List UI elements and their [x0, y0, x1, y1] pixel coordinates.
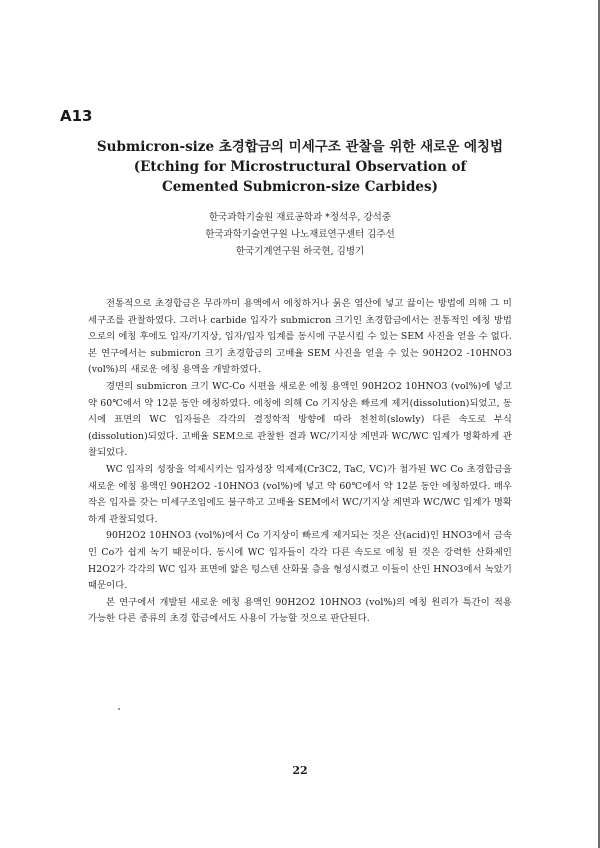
title-line-3: Cemented Submicron-size Carbides) — [161, 179, 439, 195]
paragraph-5: 본 연구에서 개발된 새로운 에칭 용액인 90H2O2 10HNO3 (vol%)의 에칭 원리가 특간이 적용 가능한 다른 종류의 초경 합금에서도 사용이 가능할 것으로 판단된다. — [88, 596, 512, 625]
title-line-1: Submicron-size 초경합금의 미세구조 관찰을 위한 새로운 에칭법 — [96, 139, 504, 155]
paragraph-4: 90H2O2 10HNO3 (vol%)에서 Co 기지상이 빠르게 제거되는 것은 산(acid)인 HNO3에서 금속인 Co가 쉽게 녹기 때문이다. 동시에 WC 입자들이 각각 다른 속도로 에칭 된 것은 강력한 산화제인 H2O2가 각각의 WC 입자 표면에 얇은 텅스텐 산화물 층을 형성시켰고 이들이 산인 HNO3에서 녹았기 때문이다. — [88, 530, 512, 592]
affiliation-3: 한국기계연구원 하국현, 김병기 — [235, 246, 365, 257]
paragraph-1: 전통적으로 초경합금은 무라까미 용액에서 에칭하거나 묽은 염산에 넣고 끓이는 방법에 의해 그 미세구조를 관찰하였다. 그러나 carbide 입자가 submicron 크기인 초경합금에서는 전통적인 에칭 방법으로의 에칭 후에도 입자/기지상, 입자/입자 입계를 동시에 구분시킬 수 있는 SEM 사진을 얻을 수 없다. 본 연구에서는 submicron 크기 초경합금의 고배율 SEM 사진을 얻을 수 있는 90H2O2 -10HNO3 (vol%)의 새로운 에칭 용액을 개발하였다. — [88, 298, 512, 376]
affiliation-2: 한국과학기술연구원 나노재료연구센터 김주선 — [205, 229, 395, 240]
abstract-body — [88, 296, 512, 628]
affiliations — [60, 209, 540, 260]
abstract-id: A13 — [60, 107, 93, 125]
affiliation-1: 한국과학기술원 재료공학과 *정석우, 강석중 — [208, 212, 392, 223]
page-number: 22 — [292, 764, 308, 777]
scan-speck — [118, 708, 120, 710]
paragraph-3: WC 입자의 성장을 억제시키는 입자성장 억제제(Cr3C2, TaC, VC)가 첨가된 WC Co 초경합금을 새로운 에칭 용액인 90H2O2 -10HNO3 (vol%)에 넣고 약 60℃에서 약 12분 동안 에칭하였다. 매우 작은 입자를 갖는 미세구조임에도 불구하고 고배율 SEM에서 WC/기지상 계면과 WC/WC 입계가 명확하게 관찰되었다. — [88, 463, 512, 525]
title-line-2: (Etching for Microstructural Observation of — [133, 159, 467, 175]
paragraph-2: 경면의 submicron 크기 WC-Co 시편을 새로운 에칭 용액인 90H2O2 10HNO3 (vol%)에 넣고 약 60℃에서 약 12분 동안 에칭하였다. 에칭에 의해 Co 기지상은 빠르게 제거(dissolution)되었고, 동시에 표면의 WC 입자들은 각각의 결정학적 방향에 따라 천천히(slowly) 다른 속도로 부식(dissolution)되었다. 고배율 SEM으로 관찰한 결과 WC/기지상 계면과 WC/WC 입계가 명확하게 관찰되었다. — [88, 380, 512, 459]
paper-title — [60, 137, 540, 197]
